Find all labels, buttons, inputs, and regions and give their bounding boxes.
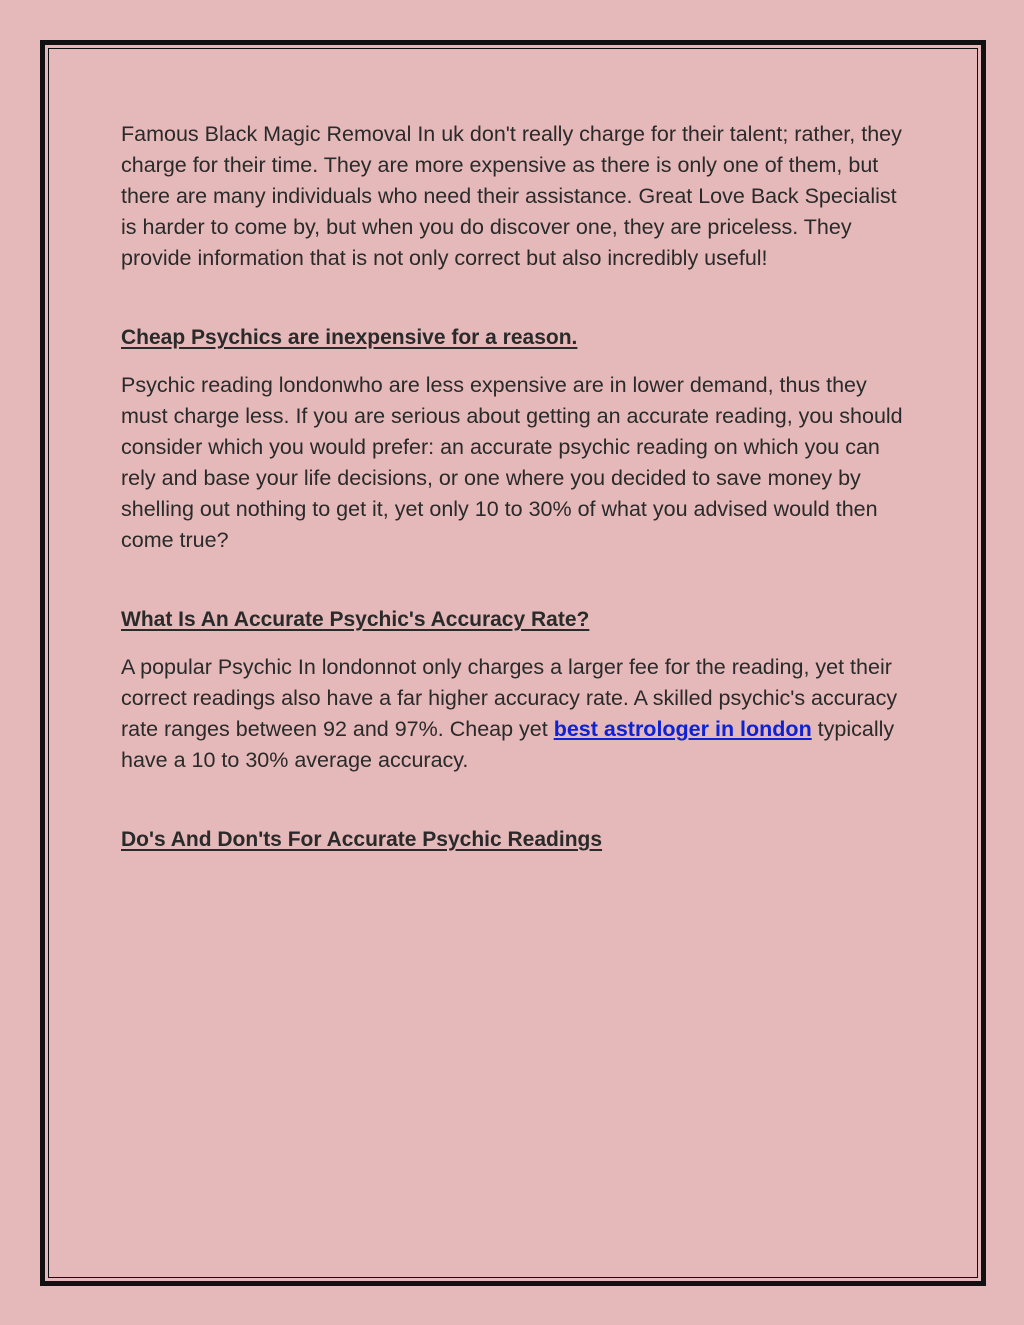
section-heading-accuracy-rate: What Is An Accurate Psychic's Accuracy Rate? <box>121 608 590 631</box>
section-heading-dos-and-donts: Do's And Don'ts For Accurate Psychic Readings <box>121 828 603 851</box>
intro-paragraph: Famous Black Magic Removal In uk don't really charge for their talent; rather, they charge for their time. They are more expensive as there is only one of them, but there are many individuals who need their assistance. Great Love Back Specialist is harder to come by, but when you do discover one, they are priceless. They provide information that is not only correct but also incredibly useful! <box>121 122 902 270</box>
accuracy-rate-paragraph <box>121 652 911 776</box>
section-heading-cheap-psychics: Cheap Psychics are inexpensive for a reason. <box>121 326 578 349</box>
accuracy-text-before-link: A popular Psychic In londonnot only charges a larger fee for the reading, yet their correct readings also have a far higher accuracy rate. A skilled psychic's accuracy rate ranges between 92 and 97%. Cheap yet <box>121 655 898 741</box>
accuracy-text-after-link: typically have a 10 to 30% average accuracy. <box>121 717 895 772</box>
document-body <box>121 119 911 855</box>
cheap-psychics-paragraph: Psychic reading londonwho are less expensive are in lower demand, thus they must charge less. If you are serious about getting an accurate reading, you should consider which you would prefer: an accurate psychic reading on which you can rely and base your life decisions, or one where you decided to save money by shelling out nothing to get it, yet only 10 to 30% of what you advised would then come true? <box>121 373 903 552</box>
best-astrologer-link[interactable]: best astrologer in london <box>553 717 812 741</box>
